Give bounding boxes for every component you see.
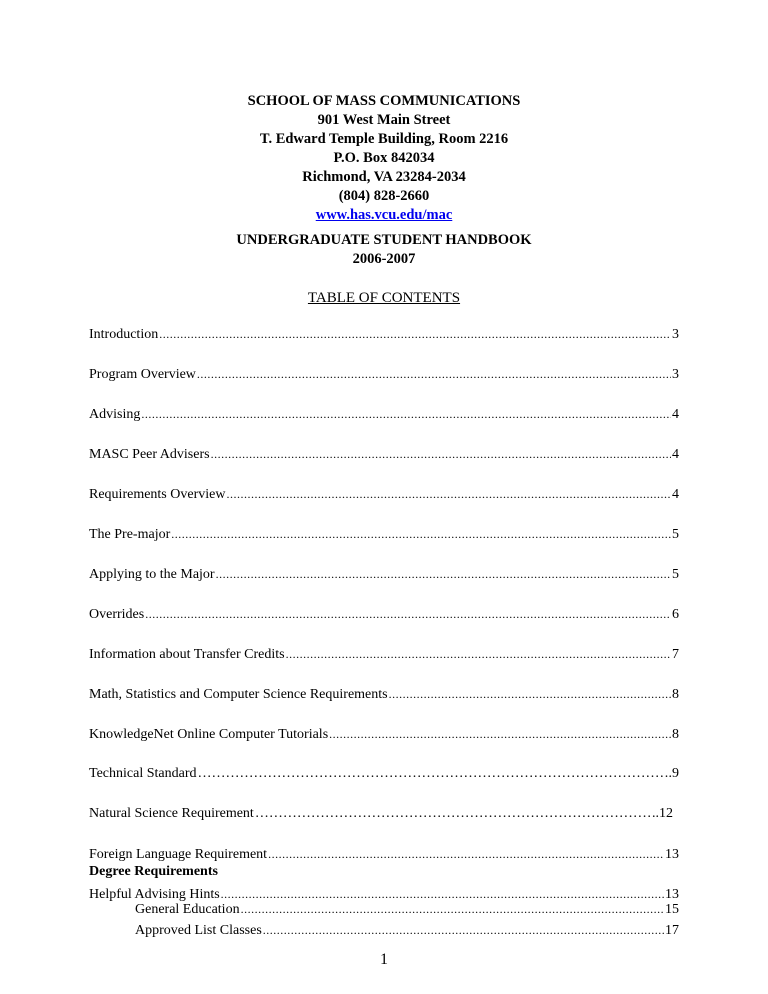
toc-entry-page: 4 <box>672 487 679 502</box>
toc-entry-label: Approved List Classes <box>135 923 262 938</box>
toc-entry[interactable] <box>89 485 679 504</box>
toc-entry[interactable] <box>89 445 679 464</box>
city-state-zip: Richmond, VA 23284-2034 <box>302 169 466 185</box>
website-link[interactable]: www.has.vcu.edu/mac <box>315 207 453 223</box>
toc-entry-label: General Education <box>135 902 240 917</box>
toc-entry-page: .9 <box>668 766 679 781</box>
toc-entry-label: Information about Transfer Credits <box>89 647 285 662</box>
toc-entry-label: KnowledgeNet Online Computer Tutorials <box>89 727 329 742</box>
toc-entry-page: 7 <box>672 647 679 662</box>
toc-sub-entry[interactable] <box>135 900 679 919</box>
toc-entry[interactable] <box>89 645 679 664</box>
toc-entry-page: 5 <box>672 527 679 542</box>
toc-entry-page: 8 <box>672 687 679 702</box>
school-header <box>0 92 768 225</box>
po-box: P.O. Box 842034 <box>333 150 435 166</box>
building-room: T. Edward Temple Building, Room 2216 <box>259 131 509 147</box>
toc-entry-page: 8 <box>672 727 679 742</box>
street-address: 901 West Main Street <box>317 112 451 128</box>
toc-entry[interactable] <box>89 325 679 344</box>
section-heading-degree-requirements: Degree Requirements <box>89 864 218 879</box>
toc-entry[interactable] <box>89 525 679 544</box>
toc-entry-label: Advising <box>89 407 141 422</box>
toc-entry-page: 4 <box>672 447 679 462</box>
toc-entry[interactable] <box>89 405 679 424</box>
handbook-title: UNDERGRADUATE STUDENT HANDBOOK <box>236 232 532 248</box>
toc-entry-page: 4 <box>672 407 679 422</box>
toc-entry[interactable] <box>89 565 679 584</box>
toc-entry-page: 13 <box>665 887 679 902</box>
toc-entry-label: Technical Standard <box>89 766 197 781</box>
toc-entry-label: Applying to the Major <box>89 567 215 582</box>
toc-entry[interactable] <box>89 845 679 864</box>
toc-entry-label: Overrides <box>89 607 145 622</box>
toc-entry-label: Foreign Language Requirement <box>89 847 268 862</box>
toc-entry-page: 17 <box>665 923 679 938</box>
handbook-title-block <box>0 231 768 269</box>
handbook-year: 2006-2007 <box>352 251 416 267</box>
toc-entry-label: MASC Peer Advisers <box>89 447 210 462</box>
toc-title: TABLE OF CONTENTS <box>307 290 461 306</box>
toc-entry-page: 6 <box>672 607 679 622</box>
phone-number: (804) 828-2660 <box>338 188 430 204</box>
toc-entry-page: 15 <box>665 902 679 917</box>
page-number: 1 <box>380 951 388 968</box>
toc-entry-label: Introduction <box>89 327 159 342</box>
toc-entry[interactable] <box>89 605 679 624</box>
toc-entry-label: Program Overview <box>89 367 196 382</box>
toc-entry-label: Natural Science Requirement <box>89 806 254 821</box>
toc-entry-label: Helpful Advising Hints <box>89 887 220 902</box>
school-name: SCHOOL OF MASS COMMUNICATIONS <box>247 93 521 109</box>
toc-entry[interactable] <box>89 805 673 823</box>
toc-entry-label: Requirements Overview <box>89 487 226 502</box>
toc-entry[interactable] <box>89 685 679 704</box>
toc-entry[interactable] <box>89 765 679 783</box>
toc-entry-page: ..12 <box>652 806 673 821</box>
toc-sub-entry[interactable] <box>135 921 679 940</box>
toc-entry-label: Math, Statistics and Computer Science Requirements <box>89 687 388 702</box>
toc-entry[interactable] <box>89 725 679 744</box>
toc-entry-page: 13 <box>665 847 679 862</box>
toc-entry-page: 3 <box>672 367 679 382</box>
toc-entry[interactable] <box>89 365 679 384</box>
toc-entry-label: The Pre-major <box>89 527 171 542</box>
toc-entry-page: 5 <box>672 567 679 582</box>
toc-entry-page: 3 <box>672 327 679 342</box>
